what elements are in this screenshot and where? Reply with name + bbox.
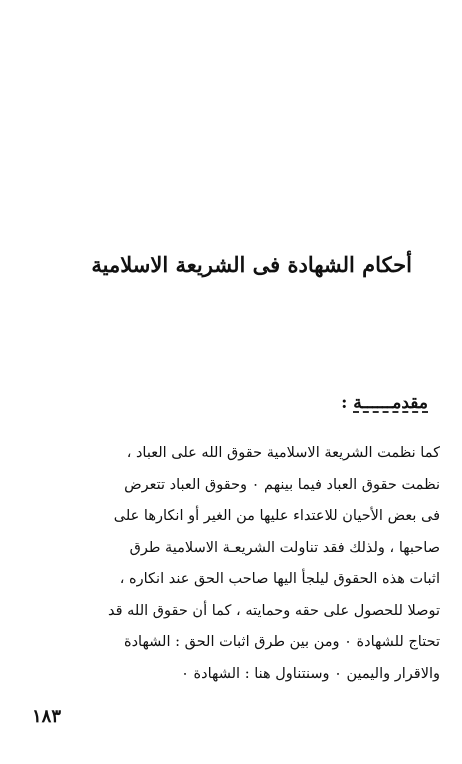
paragraph-line-8: والاقرار واليمين ٠ وسنتناول هنا : الشهادة ٠: [181, 665, 440, 682]
paragraph-line-1: كما نظمت الشريعة الاسلامية حقوق الله على العباد ،: [126, 445, 440, 461]
intro-paragraph: [20, 438, 440, 690]
section-heading-word: مقدمــــــة: [353, 393, 428, 413]
paragraph-line-4: صاحبها ، ولذلك فقد تناولت الشريعـة الاسلامية طرق: [129, 539, 440, 556]
page-number: ١٨٣: [32, 706, 62, 727]
paragraph-line-2: نظمت حقوق العباد فيما بينهم ٠ وحقوق العباد تتعرض: [124, 476, 440, 493]
paragraph-line-7: تحتاج للشهادة ٠ ومن بين طرق اثبات الحق : الشهادة: [123, 634, 440, 650]
paragraph-line-5: اثبات هذه الحقوق ليلجأ اليها صاحب الحق عند انكاره ،: [119, 571, 440, 587]
section-heading-colon: :: [341, 393, 348, 413]
section-heading: [341, 393, 428, 413]
paragraph-line-6: توصلا للحصول على حقه وحمايته ، كما أن حقوق الله قد: [108, 602, 440, 619]
paragraph-line-3: فى بعض الأحيان للاعتداء عليها من الغير أو انكارها على: [113, 508, 440, 524]
chapter-title: أحكام الشهادة فى الشريعة الاسلامية: [91, 252, 412, 277]
